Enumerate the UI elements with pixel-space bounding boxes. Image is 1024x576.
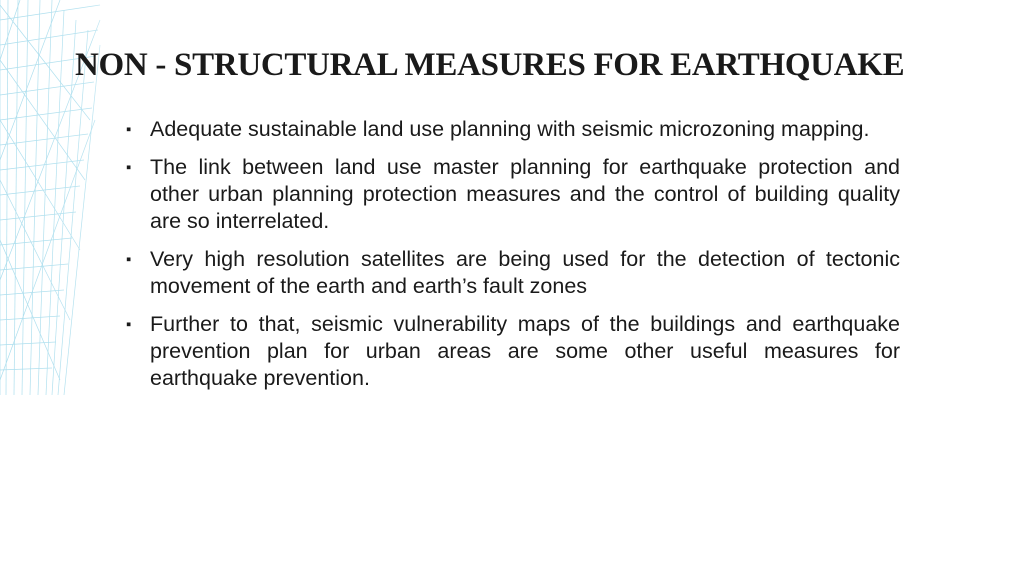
slide-title: NON - STRUCTURAL MEASURES FOR EARTHQUAKE (75, 47, 905, 83)
bullet-item (124, 154, 900, 235)
square-bullet-icon: ▪ (126, 159, 132, 176)
square-bullet-icon: ▪ (126, 251, 132, 268)
bullet-text: Further to that, seismic vulnerability maps of the buildings and earthquake prevention plan for urban areas are some other useful measures for earthquake prevention. (150, 312, 900, 390)
bullet-text: Adequate sustainable land use planning with seismic microzoning mapping. (150, 117, 870, 141)
bullet-item (124, 116, 900, 143)
square-bullet-icon: ▪ (126, 316, 132, 333)
square-bullet-icon: ▪ (126, 121, 132, 138)
bullet-item (124, 311, 900, 392)
bullet-list (124, 116, 900, 403)
bullet-text: Very high resolution satellites are being used for the detection of tectonic movement of the earth and earth’s fault zones (150, 247, 900, 298)
bullet-text: The link between land use master planning for earthquake protection and other urban planning protection measures and the control of building quality are so interrelated. (150, 155, 900, 233)
bullet-item (124, 246, 900, 300)
